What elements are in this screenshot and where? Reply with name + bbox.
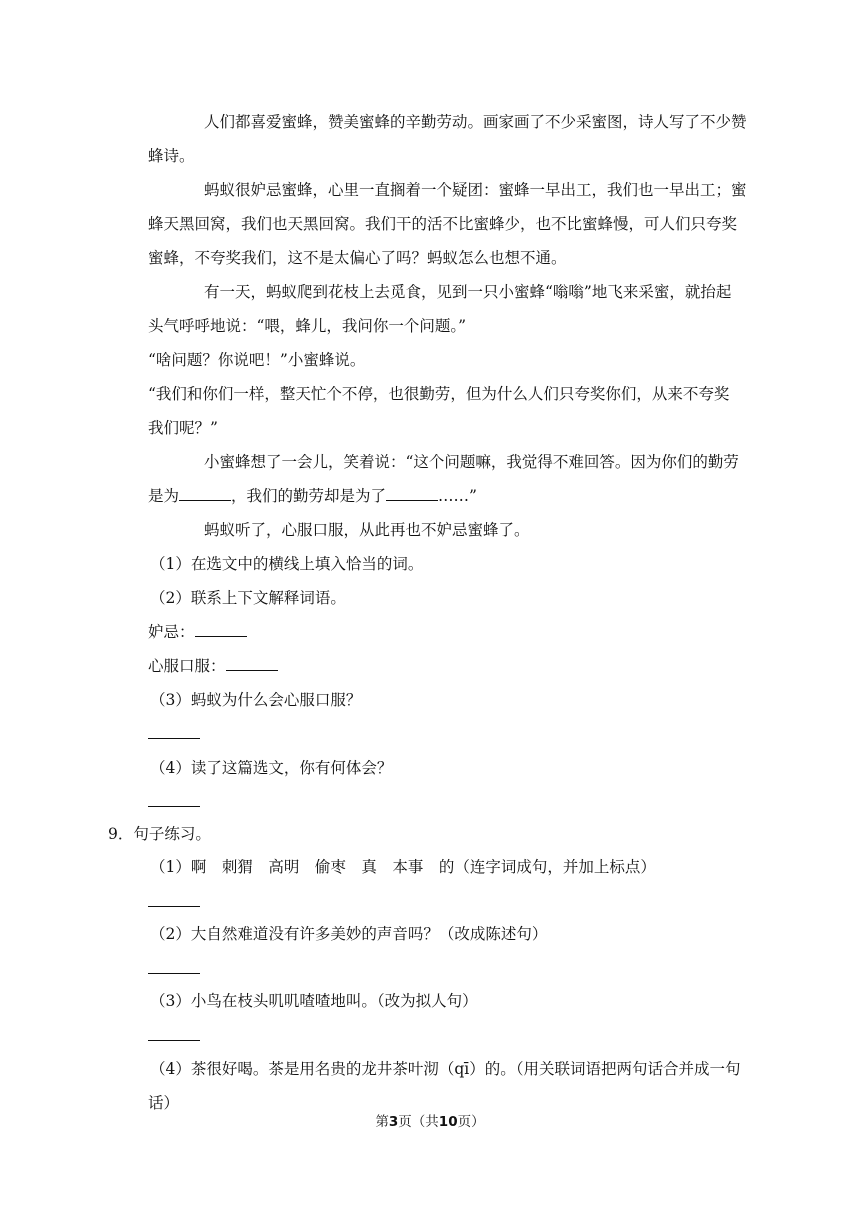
passage-p7: 蚂蚁听了，心服口服，从此再也不妒忌蜜蜂了。 [204, 521, 530, 539]
question-8-2: （2）联系上下文解释词语。 [150, 589, 346, 607]
question-9-1: （1）啊 刺猬 高明 偷枣 真 本事 的（连字词成句，并加上标点） [150, 858, 656, 876]
footer-suffix: 页） [457, 1114, 485, 1130]
fill-blank-1[interactable] [179, 486, 231, 501]
passage-p5-line1: “我们和你们一样，整天忙个不停，也很勤劳，但为什么人们只夸奖你们，从来不夸奖 [148, 385, 730, 403]
question-9-title: 9．句子练习。 [108, 825, 211, 843]
passage-p6-line2 [148, 486, 738, 506]
question-9-4-line1: （4）茶很好喝。茶是用名贵的龙井茶叶沏（qī）的。（用关联词语把两句话合并成一句 [150, 1060, 741, 1078]
answer-blank-9-2[interactable] [148, 959, 200, 974]
footer-middle: 页（共 [398, 1114, 439, 1130]
fill-blank-2[interactable] [386, 486, 438, 501]
passage-p6-text-c: ……” [438, 487, 477, 505]
passage-p1-line1: 人们都喜爱蜜蜂，赞美蜜蜂的辛勤劳动。画家画了不少采蜜图，诗人写了不少赞 [204, 113, 747, 131]
answer-line-9-2 [148, 959, 738, 979]
passage-p5-line2: 我们呢？” [148, 419, 218, 437]
answer-blank-9-1[interactable] [148, 892, 200, 907]
passage-p3-line2: 头气呼呼地说：“喂，蜂儿，我问你一个问题。” [148, 317, 467, 335]
term-dujiI-label: 妒忌： [148, 623, 195, 641]
passage-p6-text-b: ，我们的勤劳却是为了 [231, 487, 387, 505]
footer-prefix: 第 [375, 1114, 389, 1130]
passage-p4: “啥问题？你说吧！”小蜜蜂说。 [148, 351, 366, 369]
question-8-1: （1）在选文中的横线上填入恰当的词。 [150, 555, 424, 573]
passage-p6-text-a: 是为 [148, 487, 180, 505]
question-8-4: （4）读了这篇选文，你有何体会？ [150, 759, 393, 777]
question-9-2: （2）大自然难道没有许多美妙的声音吗？（改成陈述句） [150, 925, 548, 943]
answer-blank-8-4[interactable] [148, 792, 200, 807]
question-8-2-b [148, 656, 738, 676]
answer-line-9-1 [148, 892, 738, 912]
answer-line-8-4 [148, 792, 738, 812]
passage-p3-line1: 有一天，蚂蚁爬到花枝上去觅食，见到一只小蜜蜂“嗡嗡”地飞来采蜜，就抬起 [204, 283, 732, 301]
question-8-3: （3）蚂蚁为什么会心服口服？ [150, 691, 362, 709]
passage-p2-line2: 蜂天黑回窝，我们也天黑回窝。我们干的活不比蜜蜂少，也不比蜜蜂慢，可人们只夸奖 [148, 215, 738, 233]
answer-blank-8-3[interactable] [148, 724, 200, 739]
page-footer [0, 1113, 860, 1131]
answer-blank-9-3[interactable] [148, 1026, 200, 1041]
question-9-3: （3）小鸟在枝头叽叽喳喳地叫。（改为拟人句） [150, 992, 478, 1010]
question-8-2-a [148, 622, 738, 642]
footer-total-pages: 10 [438, 1114, 458, 1130]
answer-line-9-3 [148, 1026, 738, 1046]
answer-line-8-3 [148, 724, 738, 744]
term-xinfu-label: 心服口服： [148, 657, 226, 675]
question-9-4-line2: 话） [148, 1094, 180, 1112]
passage-p6-line1: 小蜜蜂想了一会儿，笑着说：“这个问题嘛，我觉得不难回答。因为你们的勤劳 [204, 453, 739, 471]
answer-blank-xinfu[interactable] [226, 656, 278, 671]
footer-page-number: 3 [388, 1114, 399, 1130]
passage-p1-line2: 蜂诗。 [148, 147, 195, 165]
answer-blank-duji[interactable] [195, 622, 247, 637]
passage-p2-line3: 蜜蜂，不夸奖我们，这不是太偏心了吗？蚂蚁怎么也想不通。 [148, 249, 567, 267]
passage-p2-line1: 蚂蚁很妒忌蜜蜂，心里一直搁着一个疑团：蜜蜂一早出工，我们也一早出工；蜜 [204, 181, 747, 199]
